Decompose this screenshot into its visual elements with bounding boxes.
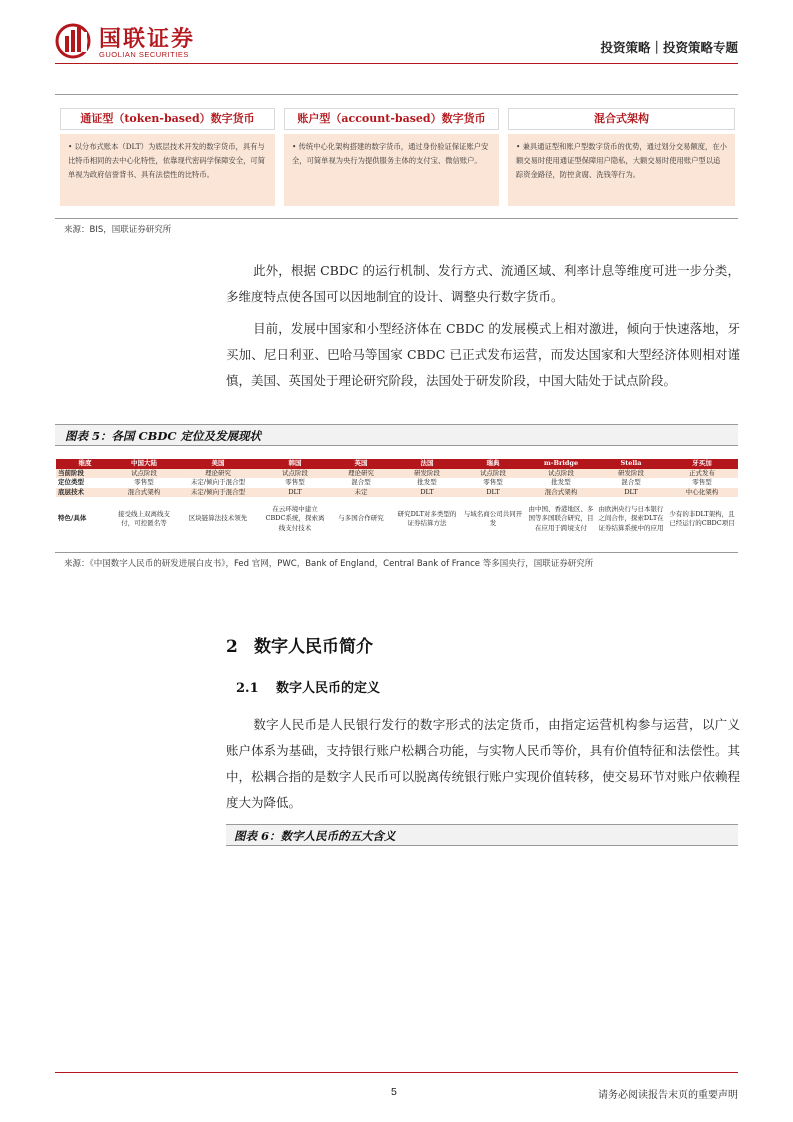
table-cell: 研发阶段 [394, 469, 460, 479]
figure5-bottom-border [55, 552, 738, 553]
figure4-source: 来源：BIS，国联证券研究所 [64, 225, 172, 235]
table-cell: 中心化架构 [666, 488, 738, 498]
column-body: • 以分布式账本（DLT）为底层技术开发的数字货币，具有与比特币相同的去中心化特性，依靠现代密码学保障安全，可简单视为政府信誉背书、具有法偿性的比特币。 [60, 134, 275, 206]
table-cell: 由中国、香港地区、多国等多国联合研究，目在应用于跨境支付 [526, 497, 596, 541]
column-title: 账户型（account-based）数字货币 [284, 108, 499, 130]
paragraph-text: 数字人民币是人民银行发行的数字形式的法定货币，由指定运营机构参与运营，以广义账户体系为基础，支持银行账户松耦合功能，与实物人民币等价，具有价值特征和法偿性。其中，松耦合指的是数字人民币可以脱离传统银行账户实现价值转移，使交易环节对账户依赖程度大为降低。 [226, 717, 740, 810]
figure-title-text: 图表 6：数字人民币的五大含义 [234, 829, 396, 843]
table-cell: 研究DLT对多类型的证券结算方法 [394, 497, 460, 541]
table-cell: 零售型 [114, 478, 174, 488]
column-body: • 传统中心化架构搭建的数字货币，通过身份验证保证账户安全，可简单视为央行为提供服务主体的支付宝、微信账户。 [284, 134, 499, 206]
table-cell: 当前阶段 [56, 469, 114, 479]
table-cell: 理论研究 [174, 469, 262, 479]
table-header: 法国 [394, 459, 460, 469]
table-row [56, 497, 738, 541]
guolian-logo-icon [55, 22, 95, 60]
table-header: 美国 [174, 459, 262, 469]
table-cell: 混合型 [328, 478, 394, 488]
column-body: • 兼具通证型和账户型数字货币的优势，通过划分交易额度，在小额交易时使用通证型保障用户隐私，大额交易时使用账户型以追踪资金路径，防控贪腐、洗钱等行为。 [508, 134, 735, 206]
disclaimer-note: 请务必阅读报告末页的重要声明 [598, 1090, 738, 1101]
table-cell: 正式发布 [666, 469, 738, 479]
brand-name: 国联证券 [99, 26, 196, 52]
section-heading [226, 632, 373, 657]
table-cell: DLT [394, 488, 460, 498]
figure4-top-border [55, 94, 738, 95]
table-cell: DLT [262, 488, 328, 498]
table-cell: 与域名商公司共同开发 [460, 497, 526, 541]
subsection-number: 2.1 [236, 681, 259, 696]
subsection-title: 数字人民币的定义 [276, 681, 381, 696]
brand-name-en: GUOLIAN SECURITIES [99, 50, 189, 59]
table-cell: DLT [460, 488, 526, 498]
table-row [56, 488, 738, 498]
header-divider [55, 63, 738, 64]
figure6-title [226, 824, 738, 846]
column-title: 混合式架构 [508, 108, 735, 130]
table-cell: 混合式架构 [526, 488, 596, 498]
paragraph [226, 712, 740, 816]
table-cell: 零售型 [460, 478, 526, 488]
table-cell: 未定/倾向于混合型 [174, 488, 262, 498]
section-title: 数字人民币简介 [254, 637, 373, 657]
table-cell: 理论研究 [328, 469, 394, 479]
table-header: 韩国 [262, 459, 328, 469]
account-based-column [284, 108, 499, 206]
page-number: 5 [391, 1086, 397, 1098]
table-cell: 少有的非DLT架构，且已经运行的CBDC项目 [666, 497, 738, 541]
table-cell: 接受线上双离线支付，可控匿名等 [114, 497, 174, 541]
table-cell: 区块链算法技术领先 [174, 497, 262, 541]
column-title: 通证型（token-based）数字货币 [60, 108, 275, 130]
table-cell: 试点阶段 [460, 469, 526, 479]
guolian-logo [55, 22, 235, 60]
table-cell: 试点阶段 [114, 469, 174, 479]
table-header: 瑞典 [460, 459, 526, 469]
table-header: 牙买加 [666, 459, 738, 469]
token-based-column [60, 108, 275, 206]
hybrid-column [508, 108, 735, 206]
table-cell: 批发型 [394, 478, 460, 488]
table-cell: 混合式架构 [114, 488, 174, 498]
table-cell: 混合型 [596, 478, 666, 488]
section-number: 2 [226, 637, 238, 657]
table-cell: 零售型 [262, 478, 328, 488]
figure5-source: 来源：《中国数字人民币的研发进展白皮书》，Fed 官网，PWC，Bank of England，Central Bank of France 等多国央行，国联证券研究所 [64, 559, 594, 569]
table-cell: 在云环境中建立CBDC系统，探索离线支付技术 [262, 497, 328, 541]
figure4-columns [60, 108, 735, 208]
table-header: 维度 [56, 459, 114, 469]
paragraph [226, 316, 740, 394]
table-header-row [56, 459, 738, 469]
table-header: 中国大陆 [114, 459, 174, 469]
table-cell: 试点阶段 [262, 469, 328, 479]
table-cell: 与多国合作研究 [328, 497, 394, 541]
table-row [56, 469, 738, 479]
paragraph [226, 258, 740, 310]
table-row [56, 478, 738, 488]
page-header [55, 18, 738, 62]
table-cell: DLT [596, 488, 666, 498]
table-cell: 特色/具体 [56, 497, 114, 541]
table-cell: 研发阶段 [596, 469, 666, 479]
figure4-bottom-border [55, 218, 738, 219]
table-header: 英国 [328, 459, 394, 469]
subsection-heading [236, 677, 380, 696]
table-cell: 未定 [328, 488, 394, 498]
table-cell: 未定/倾向于混合型 [174, 478, 262, 488]
table-header: m-Bridge [526, 459, 596, 469]
paragraph-text: 目前，发展中国家和小型经济体在 CBDC 的发展模式上相对激进，倾向于快速落地，牙买加、尼日利亚、巴哈马等国家 CBDC 已正式发布运营，而发达国家和大型经济体则相对谨慎，美国、英国处于理论研究阶段，法国处于研发阶段，中国大陆处于试点阶段。 [226, 321, 740, 388]
table-cell: 定位类型 [56, 478, 114, 488]
cbdc-table [56, 459, 738, 541]
table-cell: 批发型 [526, 478, 596, 488]
figure-title-text: 图表 5：各国 CBDC 定位及发展现状 [65, 429, 262, 443]
paragraph-text: 此外，根据 CBDC 的运行机制、发行方式、流通区域、利率计息等维度可进一步分类，多维度特点使各国可以因地制宜的设计、调整央行数字货币。 [226, 263, 740, 304]
figure5-title [55, 424, 738, 446]
table-cell: 零售型 [666, 478, 738, 488]
footer-divider [55, 1072, 738, 1073]
table-header: Stella [596, 459, 666, 469]
table-cell: 底层技术 [56, 488, 114, 498]
table-cell: 试点阶段 [526, 469, 596, 479]
report-category: 投资策略｜投资策略专题 [600, 40, 738, 55]
table-cell: 由欧洲央行与日本银行之间合作，探索DLT在证券结算系统中的应用 [596, 497, 666, 541]
